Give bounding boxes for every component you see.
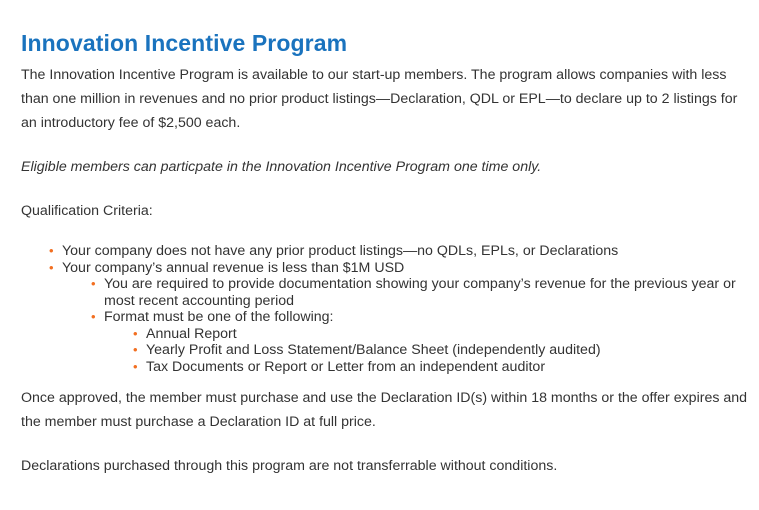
format-item: [133, 342, 749, 359]
criteria-list: [49, 243, 749, 375]
format-list: [133, 325, 749, 376]
bullet-icon: •: [91, 276, 96, 291]
bullet-icon: •: [133, 342, 138, 357]
format-item-text: Yearly Profit and Loss Statement/Balance Sheet (independently audited): [146, 342, 601, 358]
bullet-icon: •: [49, 259, 54, 275]
sub-item-text: You are required to provide documentation showing your company’s revenue for the previous year or most recent accounting period: [104, 276, 736, 309]
sub-item-text: Format must be one of the following:: [104, 309, 334, 325]
bullet-icon: •: [133, 358, 138, 374]
criteria-item-revenue: [49, 259, 749, 376]
criteria-item-no-prior-listings: [49, 243, 749, 260]
revenue-sublist: [91, 276, 749, 375]
approval-paragraph: Once approved, the member must purchase and use the Declaration ID(s) within 18 months or the offer expires and the member must purchase a Declaration ID at full price.: [21, 390, 748, 430]
sub-item-format: [91, 309, 749, 375]
sub-item-documentation: [91, 276, 749, 309]
transfer-paragraph: Declarations purchased through this program are not transferrable without conditions.: [21, 458, 558, 474]
intro-paragraph: The Innovation Incentive Program is available to our start-up members. The program allows companies with less than one million in revenues and no prior product listings—Declaration, QDL or EPL—to declare up to 2 listings for an introductory fee of $2,500 each.: [21, 67, 738, 131]
bullet-icon: •: [49, 243, 54, 258]
bullet-icon: •: [91, 309, 96, 324]
criteria-item-text: Your company does not have any prior product listings—no QDLs, EPLs, or Declarations: [62, 243, 619, 259]
criteria-item-text: Your company’s annual revenue is less than $1M USD: [62, 259, 405, 276]
criteria-heading: Qualification Criteria:: [21, 203, 153, 219]
format-item-text: Tax Documents or Report or Letter from an independent auditor: [146, 358, 546, 375]
format-item-text: Annual Report: [146, 325, 237, 342]
format-item: [133, 325, 749, 343]
format-item: [133, 358, 749, 376]
page-title: Innovation Incentive Program: [21, 30, 348, 56]
eligibility-note: Eligible members can particpate in the Innovation Incentive Program one time only.: [21, 159, 542, 175]
bullet-icon: •: [133, 325, 138, 341]
